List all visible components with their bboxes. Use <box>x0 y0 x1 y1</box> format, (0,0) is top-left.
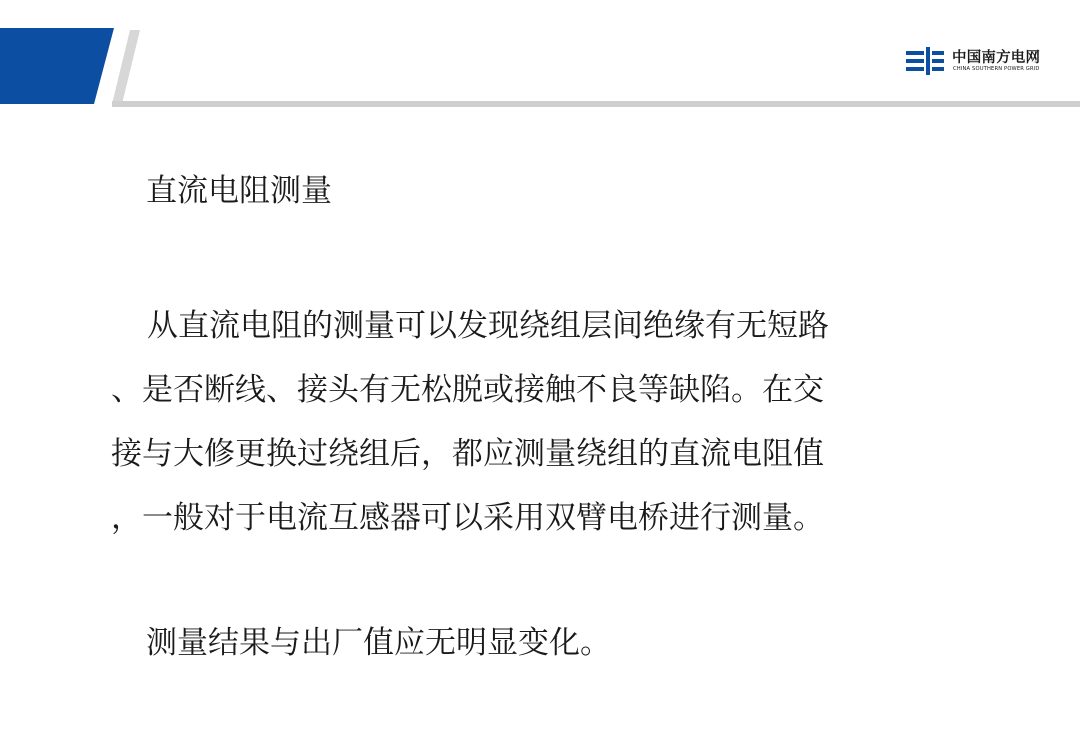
paragraph-line: ，一般对于电流互感器可以采用双臂电桥进行测量。 <box>111 500 824 536</box>
paragraph-line: 接与大修更换过绕组后，都应测量绕组的直流电阻值 <box>111 436 824 472</box>
slide-title: 直流电阻测量 <box>146 173 332 209</box>
conclusion-text: 测量结果与出厂值应无明显变化。 <box>146 625 611 661</box>
paragraph-line: 从直流电阻的测量可以发现绕组层间绝缘有无短路 <box>147 308 829 344</box>
paragraph-line: 、是否断线、接头有无松脱或接触不良等缺陷。在交 <box>111 372 824 408</box>
body-paragraph <box>111 294 947 550</box>
logo-english-name: CHINA SOUTHERN POWER GRID <box>953 66 1040 72</box>
logo-chinese-name: 中国南方电网 <box>952 50 1041 66</box>
